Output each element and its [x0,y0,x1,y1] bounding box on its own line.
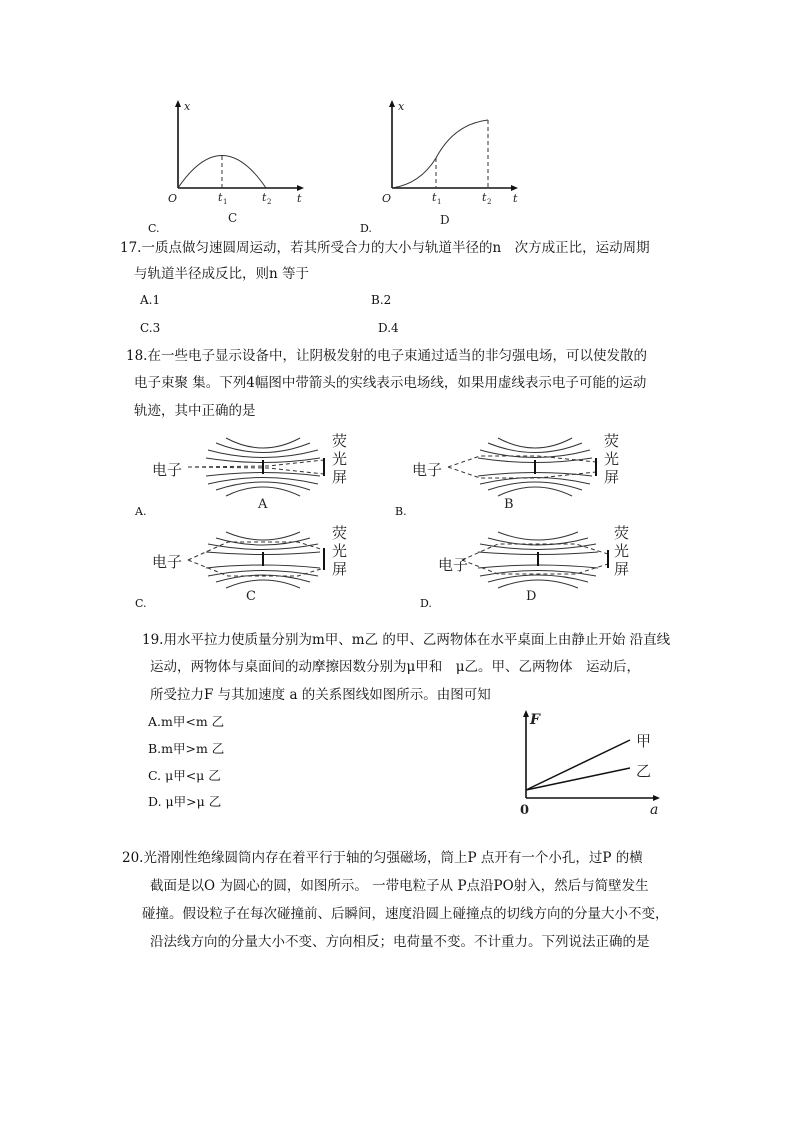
q20-line3: 碰撞。假设粒子在每次碰撞前、后瞬间，速度沿圆上碰撞点的切线方向的分量大小不变， [142,906,669,922]
field-a-caption: A [258,497,268,512]
graph-c-option: C. [148,222,160,235]
field-b-option: B. [395,505,407,518]
q17-option-b: B.2 [371,293,392,307]
graph-d-origin: O [382,192,392,205]
series-jia-label: 甲 [636,732,652,750]
field-figure-a [148,428,368,514]
series-jia-line [526,740,630,790]
f-a-origin: 0 [520,803,530,818]
field-d-option: D. [420,597,432,610]
q19-option-c: C. μ甲<μ 乙 [148,768,221,783]
graph-c-t1-sub: 1 [223,198,228,206]
field-b-electron-label: 电子 [412,461,443,479]
field-c-screen-2: 光 [332,542,348,560]
graph-c-x-label: x [184,100,191,113]
graph-c-t2: t [262,191,267,204]
field-c-screen-3: 屏 [332,560,348,578]
f-a-x-label: a [650,802,659,818]
q18-line3: 轨迹，其中正确的是 [134,403,256,419]
field-figure-c [148,520,368,606]
q19-line2: 运动，两物体与桌面间的动摩擦因数分别为μ甲和 μ乙。甲、乙两物体 运动后， [150,659,641,675]
field-d-screen-3: 屏 [614,560,630,578]
field-d-screen-2: 光 [614,542,630,560]
field-c-electron-label: 电子 [152,553,183,571]
field-a-option: A. [135,505,147,518]
graph-d-t-label: t [513,192,518,205]
q19-option-b: B.m甲>m 乙 [148,741,225,756]
field-d-electron-label: 电子 [438,556,469,574]
field-b-screen-3: 屏 [604,468,620,486]
q19-option-d: D. μ甲>μ 乙 [148,794,222,809]
graph-c-t-label: t [297,192,302,205]
field-d-screen-1: 荧 [614,524,630,542]
q17-option-d: D.4 [378,321,399,335]
graph-d [374,96,534,236]
field-figure-b [410,428,640,514]
q17-option-a: A.1 [140,293,161,307]
q17-option-c: C.3 [140,321,161,335]
q19-line3: 所受拉力F 与其加速度 a 的关系图线如图所示。由图可知 [150,687,491,703]
field-figure-d [436,520,648,606]
q18-line2: 电子束聚 集。下列4幅图中带箭头的实线表示电场线，如果用虚线表示电子可能的运动 [134,375,647,391]
f-a-graph [510,706,670,828]
q17-line2: 与轨道半径成反比，则n 等于 [134,266,309,282]
graph-d-t2: t [482,191,487,204]
field-c-screen-1: 荧 [332,524,348,542]
q20-line4: 沿法线方向的分量大小不变、方向相反；电荷量不变。不计重力。下列说法正确的是 [150,934,650,950]
q17-line1: 17.一质点做匀速圆周运动，若其所受合力的大小与轨道半径的n 次方成正比，运动周期 [120,240,650,256]
graph-c-t1: t [218,191,223,204]
graph-c [160,96,320,236]
graph-c-caption: C [228,211,238,225]
field-b-caption: B [504,497,514,512]
field-b-screen-1: 荧 [604,432,620,450]
field-c-caption: C [246,589,256,604]
graph-d-t1: t [432,191,437,204]
graph-c-origin: O [168,192,178,205]
graph-d-option: D. [360,222,372,235]
graph-d-caption: D [440,213,450,227]
field-a-screen-2: 光 [332,450,348,468]
q20-line2: 截面是以O 为圆心的圆，如图所示。 一带电粒子从 P点沿PO射入，然后与简壁发生 [150,878,649,894]
field-a-screen-3: 屏 [332,468,348,486]
graph-c-t2-sub: 2 [267,198,272,206]
q20-line1: 20.光滑刚性绝缘圆筒内存在着平行于轴的匀强磁场，筒上P 点开有一个小孔，过P 的横 [122,850,643,866]
field-c-option: C. [135,597,147,610]
field-a-screen-1: 荧 [332,432,348,450]
graph-d-x-label: x [398,100,405,113]
field-b-screen-2: 光 [604,450,620,468]
f-a-y-label: F [530,712,540,728]
series-yi-line [526,768,630,790]
graph-d-t2-sub: 2 [487,198,492,206]
series-yi-label: 乙 [636,762,652,780]
field-a-electron-label: 电子 [152,461,183,479]
graph-d-curve [392,120,488,188]
q18-line1: 18.在一些电子显示设备中，让阴极发射的电子束通过适当的非匀强电场，可以使发散的 [126,348,647,364]
q19-line1: 19.用水平拉力使质量分别为m甲、m乙 的甲、乙两物体在水平桌面上由静止开始 沿直线 [142,632,671,648]
graph-d-t1-sub: 1 [437,198,442,206]
field-d-caption: D [526,589,537,604]
q19-option-a: A.m甲<m 乙 [148,714,225,729]
